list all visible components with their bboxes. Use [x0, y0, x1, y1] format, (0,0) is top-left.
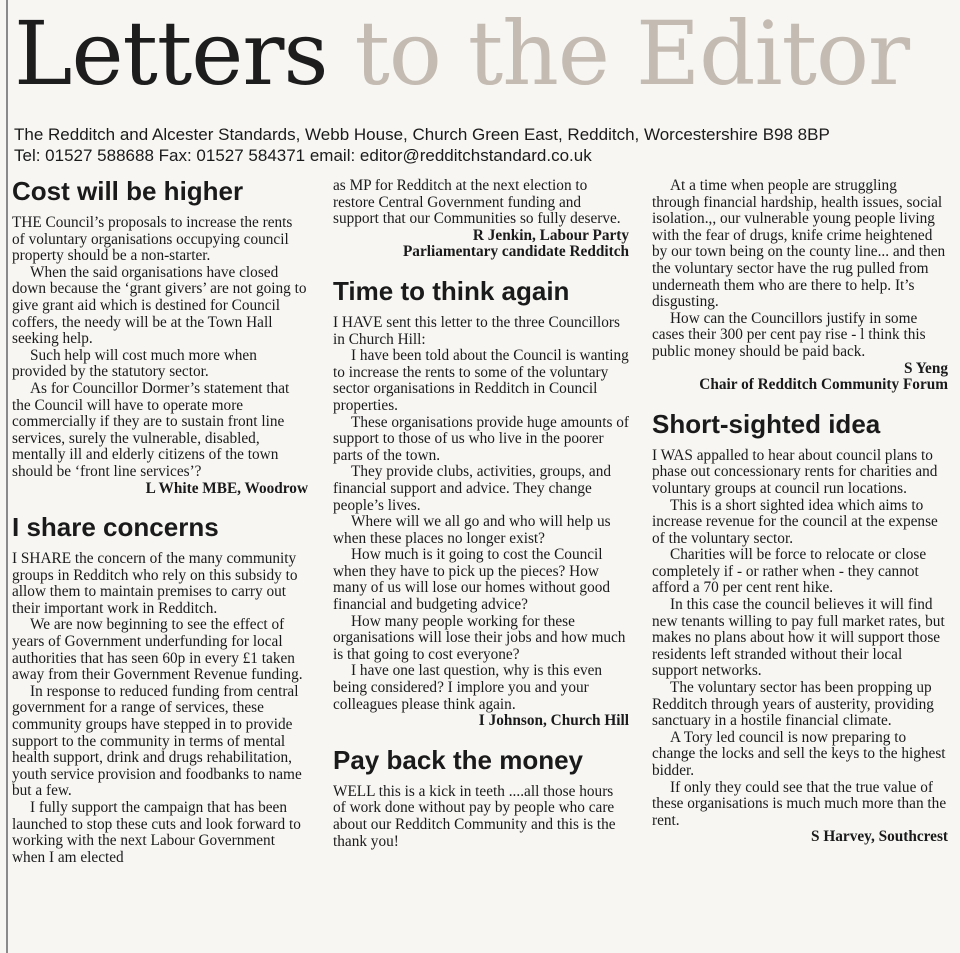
letter-paragraph: I SHARE the concern of the many community groups in Redditch who rely on this subsidy to allow them to maintain premises to carry out their important work in Redditch.	[12, 550, 298, 617]
letter-headline: Pay back the money	[333, 744, 583, 775]
letter-signature	[652, 361, 948, 394]
column-rule	[6, 0, 8, 953]
letter-paragraph: In response to reduced funding from central government for a range of services, these community groups have stepped in to provide support to the community in terms of mental health support, drink and drugs rehabilitation, youth service provision and foodbanks to name but a few.	[12, 682, 302, 800]
letter-paragraph: I have been told about the Council is wanting to increase the rents to some of the voluntary sector organisations in Redditch in Council properties.	[333, 347, 629, 414]
masthead-title-dark: Letters	[14, 2, 328, 105]
letter-headline: Cost will be higher	[12, 176, 244, 206]
letter-paragraph: When the said organisations have closed down because the ‘grant givers’ are not going to give grant aid which is destined for Council coffers, the needy will be at the Town Hall seeking help.	[12, 263, 307, 348]
masthead-title	[14, 2, 910, 105]
letter-paragraph: They provide clubs, activities, groups, and financial support and advice. They change people’s lives.	[333, 463, 611, 514]
masthead-title-light: to the Editor	[354, 2, 910, 105]
letter-signature: S Harvey, Southcrest	[811, 828, 948, 846]
signature-title: Chair of Redditch Community Forum	[699, 376, 948, 394]
letter-paragraph: as MP for Redditch at the next election to restore Central Government funding and support that our Communities so fully deserve.	[333, 177, 621, 228]
letter-paragraph: I HAVE sent this letter to the three Councillors in Church Hill:	[333, 313, 620, 348]
letter-paragraph: How much is it going to cost the Council when they have to pick up the pieces? How many of us will lose our homes without good financial and budgeting advice?	[333, 546, 611, 614]
letter-paragraph: These organisations provide huge amounts of support to those of us who live in the poorer parts of the town.	[333, 413, 629, 464]
letter-paragraph: How many people working for these organisations will lose their jobs and how much is that going to cost everyone?	[333, 612, 626, 663]
letter-pay-back-the-money-continued	[652, 178, 948, 394]
letter-paragraph: I fully support the campaign that has been launched to stop these cuts and look forward to working with the next Labour Government when I am elected	[12, 799, 301, 866]
letter-i-share-concerns	[12, 511, 308, 866]
letter-short-sighted-idea	[652, 408, 948, 846]
letter-paragraph: Charities will be force to relocate or close completely if - or rather when - they cannot afford a 70 per cent rent hike.	[652, 546, 927, 597]
signature-name: S Yeng	[903, 359, 948, 377]
signature-name: R Jenkin, Labour Party	[472, 226, 629, 244]
letter-paragraph: I WAS appalled to hear about council plans to phase out concessionary rents for charities and voluntary groups at council run locations.	[652, 446, 938, 497]
letter-headline: Short-sighted idea	[652, 408, 881, 439]
letter-paragraph: WELL this is a kick in teeth ....all those hours of work done without pay by people who care about our Redditch Community and this is the thank you!	[333, 782, 616, 850]
letter-paragraph: We are now beginning to see the effect of years of Government underfunding for local authorities that has seen 60p in every £1 taken away from their Government Revenue funding.	[12, 616, 303, 684]
letter-paragraph: As for Councillor Dormer’s statement that the Council will have to operate more commercially if they are to sustain front line services, surely the vulnerable, disabled, mentally ill and elderly citizens of the town should be ‘front line services’?	[12, 379, 290, 480]
column-1	[12, 175, 308, 866]
letter-headline: Time to think again	[333, 275, 570, 306]
letter-paragraph: In this case the council believes it will find new tenants willing to pay full market rates, but makes no plans about how it will support those residents left stranded without their local support networks.	[652, 596, 945, 680]
letter-paragraph: If only they could see that the true value of these organisations is much much more than the rent.	[652, 778, 947, 829]
letter-cost-will-be-higher	[12, 175, 308, 497]
column-2	[333, 178, 629, 850]
signature-title: Parliamentary candidate Redditch	[402, 243, 629, 261]
column-3	[652, 178, 948, 860]
letter-paragraph: THE Council’s proposals to increase the rents of voluntary organisations occupying council property should be a non-starter.	[12, 214, 293, 265]
letter-paragraph: The voluntary sector has been propping up Redditch through years of austerity, providing sanctuary in a hostile financial climate.	[652, 679, 934, 730]
letter-headline: I share concerns	[12, 512, 219, 543]
letter-i-share-concerns-continued	[333, 178, 629, 261]
contact-details	[14, 124, 944, 166]
letter-pay-back-the-money	[333, 744, 629, 850]
letter-paragraph: How can the Councillors justify in some cases their 300 per cent pay rise - l think this public money should be paid back.	[652, 309, 926, 360]
letter-paragraph: A Tory led council is now preparing to change the locks and sell the keys to the highest bidder.	[652, 728, 946, 779]
letter-signature: L White MBE, Woodrow	[145, 479, 308, 497]
letter-paragraph: Where will we all go and who will help us when these places no longer exist?	[333, 513, 611, 547]
letter-signature	[333, 228, 629, 261]
letter-paragraph: This is a short sighted idea which aims to increase revenue for the council at the expense of the voluntary sector.	[652, 496, 938, 547]
letter-time-to-think-again	[333, 275, 629, 730]
letter-signature: I Johnson, Church Hill	[478, 712, 629, 730]
letter-paragraph: At a time when people are struggling through financial hardship, health issues, social isolation.,, our vulnerable young people living with the fear of drugs, knife crime heightened by our town being on the county line... and then the voluntary sector have the rug pulled from underneath them who are there to help. It’s disgusting.	[652, 177, 946, 311]
letter-paragraph: I have one last question, why is this even being considered? I implore you and your colleagues please think again.	[333, 662, 603, 713]
phone-email: Tel: 01527 588688 Fax: 01527 584371 email: editor@redditchstandard.co.uk	[14, 146, 592, 165]
letter-paragraph: Such help will cost much more when provided by the statutory sector.	[12, 346, 257, 381]
postal-address: The Redditch and Alcester Standards, Webb House, Church Green East, Redditch, Worcestershire B98 8BP	[14, 125, 830, 144]
